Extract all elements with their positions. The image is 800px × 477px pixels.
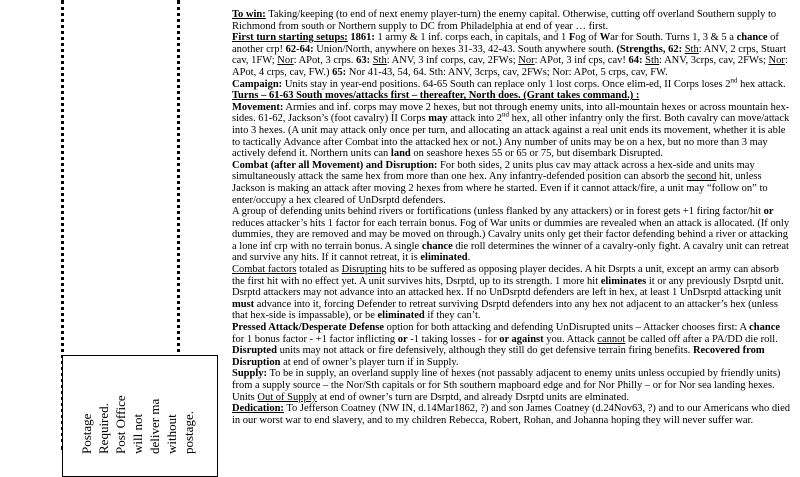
rule-dedication: Dedication: To Jefferson Coatney (NW IN, d.14Mar1862, ?) and son James Coatney (d.24Nov63, ?) and to our Americans who died in our worst war to end slavery, and to my children Rebecca, Robert, Rohan, and Johanna hoping they will never suffer war. xyxy=(232,403,790,426)
rule-campaign: Campaign: Units stay in year-end positions. 64-65 South can replace only 1 lost corps. Once elim-ed, II Corps loses 2nd hex attack. xyxy=(232,76,786,90)
rule-combat-factors: Combat factors totaled as Disrupting hits to be suffered as opposing player decides. A hit Dsrpts a unit, except an army can absorb the first hit with no effect yet. A unit survives hits, Dsrptd, up to its strength. 1 more hit eliminates it or any previously Dsrptd unit. Dsrptd attackers may not advance into an attacked hex. If no UnDsrptd defenders are left in hex, at least 1 UnDsrptd attacking unit must advance into it, forcing Defender to retreat surviving Dsrptd defenders into any hex not adjacent to an attacker’s hex (unless that hex-side is impassable), or be eliminated if they can’t. xyxy=(232,264,784,322)
rules-text xyxy=(232,9,794,426)
rule-combat: Combat (after all Movement) and Disruption: For both sides, 2 units plus cav may attack across a hex-side and units may simultaneously attack the same hex from more than one hex. Any infantry-defended position can absorb the second hit, unless Jackson is making an attack after moving 2 hexes from where he started. Even if it cannot attack/fire, a unit may “follow on” to enter/occupy a hex cleared of UnDsrptd defenders. xyxy=(232,159,768,206)
rule-disrupted: Disrupted units may not attack or fire defensively, although they still do get defensive terrain firing benefits. Recovered from Disruption at end of owner’s player turn if in Supply. xyxy=(232,345,765,368)
postage-line: will not xyxy=(130,413,145,454)
postage-line: Required. xyxy=(96,403,111,454)
rule-terrain: A group of defending units behind rivers or fortifications (unless flanked by any attackers) or in forest gets +1 firing factor/hit or reduces attacker’s hits 1 factor for each terrain bonus. Fog of War units or dummies are revealed when an attack is allocated. (If only dummies, they are removed and may be moved on through.) Cavalry units only get their factor defending behind a river or attacking a lone inf crp with no terrain bonus. A single chance die roll determines the winner of a cavalry-only fight. A cavalry unit can retreat and survive any hits. If it cannot retreat, it is eliminated. xyxy=(232,206,790,264)
postage-line: postage. xyxy=(181,411,196,454)
rule-movement: Movement: Armies and inf. corps may move 2 hexes, but not through enemy units, into all-mountain hexes or across mountain hex-sides. 61-62, Jackson’s (foot cavalry) II Corps may attack into 2nd hex, all other infantry only the first. Both cavalry can move/attack into 3 hexes. (A unit may attack only once per turn, and allocating an attack against a real unit ends its movement, whether it is able to tactically Advance after Combat into the attacked hex or not.) Any number of units may be on a hex, but no more than 3 may actively defend it. Northern units can land on seashore hexes 55 or 65 or 75, but disembark Disrupted. xyxy=(232,101,790,160)
postage-line: deliver ma xyxy=(147,398,162,454)
rule-pressed-attack: Pressed Attack/Desperate Defense option for both attacking and defending UnDisrupted units – Attacker chooses first: A chance for 1 bonus factor - +1 factor inflicting or -1 taking losses - for or against you. Attack cannot be called off after a PA/DD die roll. xyxy=(232,322,781,345)
rule-to-win: To win: Taking/keeping (to end of next enemy player-turn) the enemy capital. Otherwise, cutting off overland Southern supply to Richmond from south or Northern supply to DC from Philadelphia at end of year … first. xyxy=(232,9,777,32)
postage-line: Postage xyxy=(79,413,94,454)
postage-line: without xyxy=(164,414,179,454)
rule-supply: Supply: To be in supply, an overland supply line of hexes (not passably adjacent to enemy units unless occupied by friendly units) from a supply source – the Nor/Sth capitals or for Sth southern mapboard edge and for Nor Philly – or for Nor sea landing hexes. Units Out of Supply at end of owner’s turn are Dsrptd, and already Dsrptd units are elminated. xyxy=(232,368,781,403)
rule-turns: Turns – 61-63 South moves/attacks first – thereafter, North does. (Grant takes command.) : xyxy=(232,90,640,102)
postage-notice xyxy=(78,372,196,454)
rule-setup: First turn starting setups: 1861: 1 army & 1 inf. corps each, in capitals, and 1 Fog of War for South. Turns 1, 3 & 5 a chance of another crp! 62-64: Union/North, anywhere on hexes 31-33, 42-43. South anywhere south. (Strengths, 62: Sth: ANV, 2 crps, Stuart cav, 1FW; Nor: APot, 3 crps. 63: Sth: ANV, 3 inf corps, cav, 2FWs; Nor: APot, 3 inf cps, cav! 64: Sth: ANV, 3crps, cav, 2FWs; Nor: APot, 4 crps, cav, FW.) 65: Nor 41-43, 54, 64. Sth: ANV, 3crps, cav, 2FWs; Nor: APot, 5 crps, cav, FW. xyxy=(232,32,788,78)
postage-line: Post Office xyxy=(113,395,128,454)
